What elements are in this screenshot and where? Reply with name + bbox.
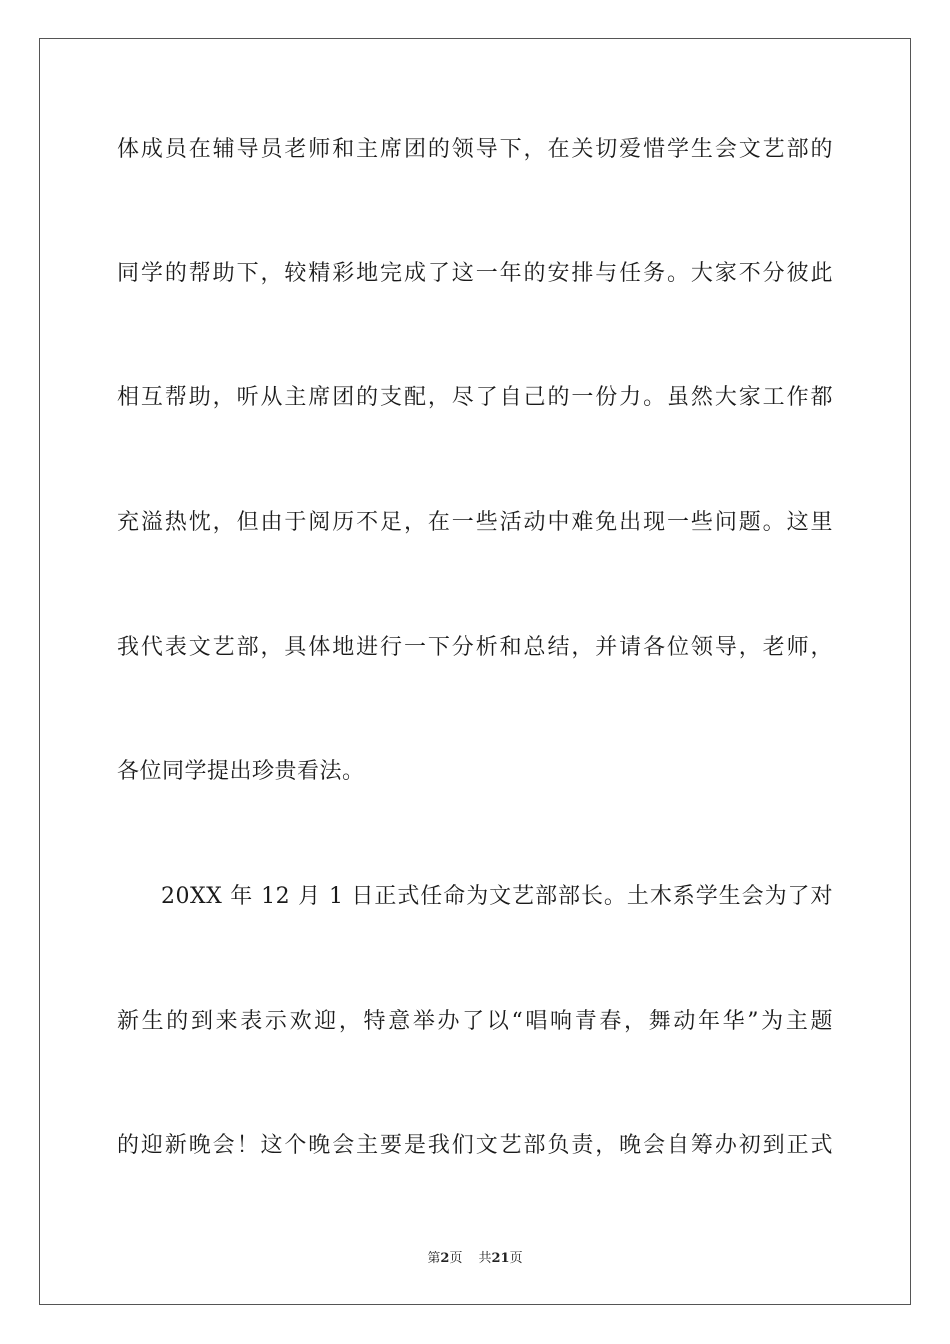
text-line: 充溢热忱，但由于阅历不足，在一些活动中难免出现一些问题。这里 xyxy=(117,510,833,535)
page-border xyxy=(39,38,911,1305)
page-number: 2 xyxy=(440,1251,450,1266)
text-line: 体成员在辅导员老师和主席团的领导下，在关切爱惜学生会文艺部的 xyxy=(117,137,833,162)
total-prefix: 共 xyxy=(478,1251,492,1266)
text-line: 同学的帮助下，较精彩地完成了这一年的安排与任务。大家不分彼此 xyxy=(117,261,833,286)
text-line: 20XX 年 12 月 1 日正式任命为文艺部部长。土木系学生会为了对 xyxy=(161,884,833,909)
text-line: 相互帮助，听从主席团的支配，尽了自己的一份力。虽然大家工作都 xyxy=(117,385,833,410)
page-footer xyxy=(0,1247,950,1266)
text-line: 各位同学提出珍贵看法。 xyxy=(117,759,365,784)
text-line: 我代表文艺部，具体地进行一下分析和总结，并请各位领导，老师， xyxy=(117,635,833,660)
page-prefix: 第 xyxy=(427,1251,441,1266)
total-suffix: 页 xyxy=(509,1251,523,1266)
text-line: 新生的到来表示欢迎，特意举办了以“唱响青春，舞动年华”为主题 xyxy=(117,1009,833,1034)
total-pages: 21 xyxy=(491,1251,510,1266)
text-line: 的迎新晚会！这个晚会主要是我们文艺部负责，晚会自筹办初到正式 xyxy=(117,1133,833,1158)
page-suffix: 页 xyxy=(449,1251,463,1266)
